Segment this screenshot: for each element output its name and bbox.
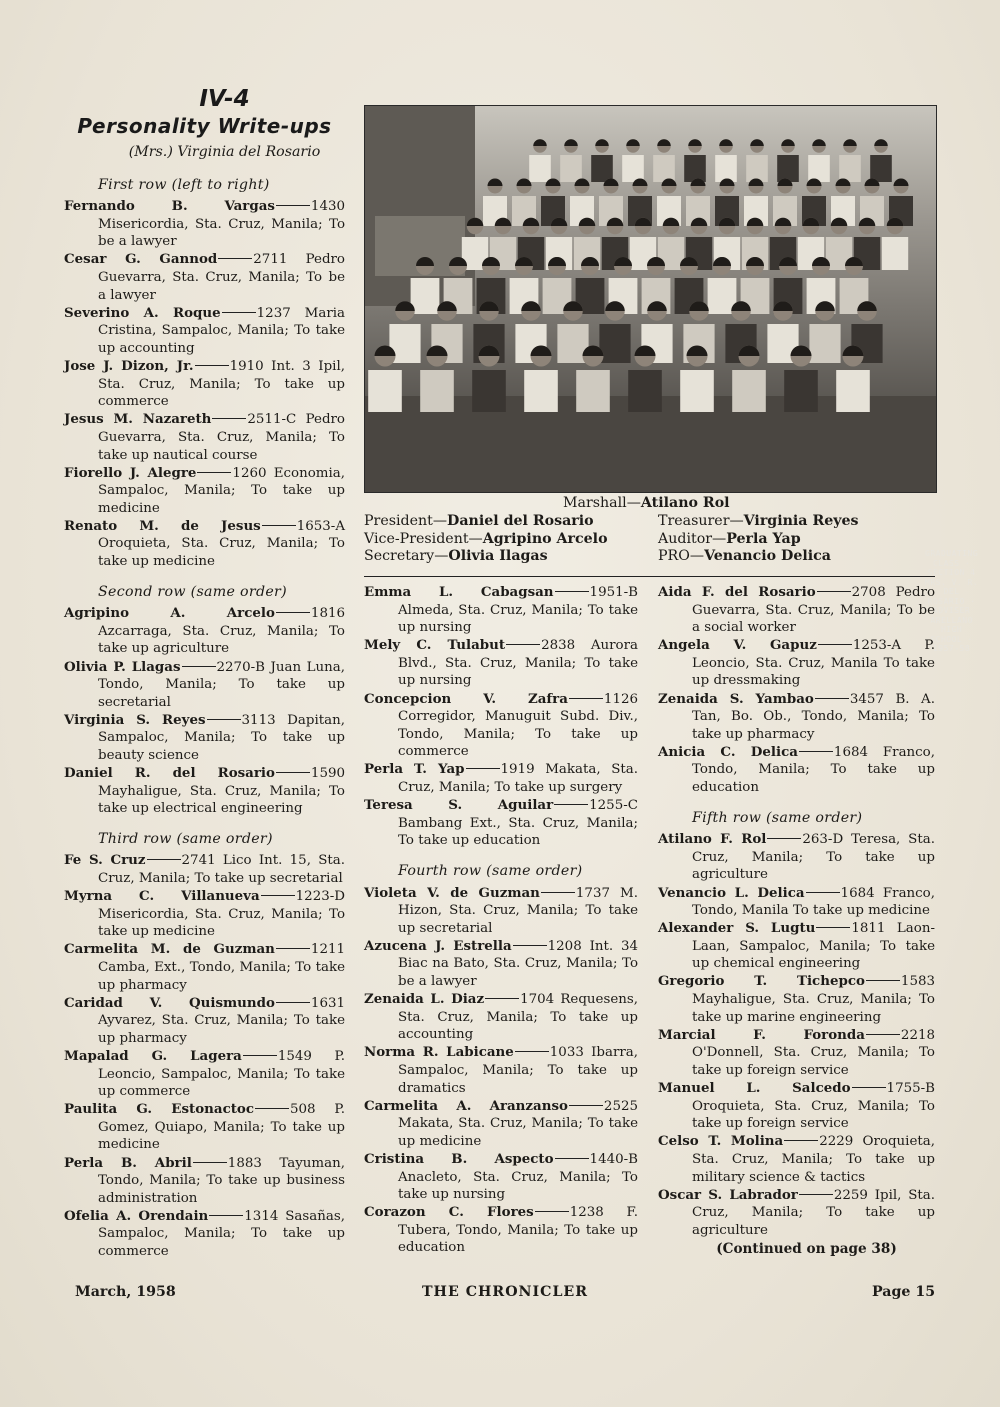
entry-list-third-a [64, 852, 345, 1260]
entry-list-fourth-b [658, 584, 935, 797]
entry-name: Myrna C. Villanueva [64, 888, 260, 905]
entry-details: 1314 Sasañas, Sampaloc, Manila; To take up commerce [98, 1208, 345, 1260]
footer-publication: THE CHRONICLER [422, 1284, 589, 1300]
entry-dash [555, 1158, 589, 1159]
section-code: IV-4 [199, 86, 250, 112]
entry-dash [197, 472, 231, 473]
entry [64, 605, 345, 658]
entry-name: Mely C. Tulabut [364, 637, 506, 654]
entry-details: 2838 Aurora Blvd., Sta. Cruz, Manila; To take up nursing [398, 638, 638, 689]
entry [658, 691, 935, 744]
entry-name: Carmelita A. Aranzanso [364, 1097, 568, 1114]
entry-dash [262, 525, 296, 526]
entry-details: 1910 Int. 3 Ipil, Sta. Cruz, Manila; To take up commerce [98, 359, 345, 410]
entry-dash [276, 612, 310, 613]
officers-right [658, 513, 859, 566]
entry [364, 1204, 638, 1257]
middle-column [364, 584, 638, 1257]
photo-caption: GRADUATING CLASS · SECTION 4 MRS. V. R. DEL ROSARIO · ADVISER ARELLANO HIGH SCHOOL · 1957-58 [925, 549, 979, 653]
entry-dash [815, 698, 849, 699]
officer-marshall: Marshall—Atilano Rol [563, 495, 730, 511]
entry-name: Alexander S. Lugtu [658, 920, 816, 937]
author-byline: (Mrs.) Virginia del Rosario [128, 144, 321, 160]
entry-dash [485, 998, 519, 999]
entry-name: Virginia S. Reyes [64, 711, 206, 728]
entry-details: 1684 Franco, Tondo, Manila To take up medicine [692, 885, 935, 919]
entry-details: 1430 Misericordia, Sta. Cruz, Manila; To be a lawyer [98, 199, 345, 250]
entry [658, 920, 935, 973]
entry-details: 1238 F. Tubera, Tondo, Manila; To take up education [398, 1205, 639, 1256]
officer-pro: PRO—Venancio Delica [658, 548, 831, 565]
entry-name: Anicia C. Delica [658, 743, 798, 760]
entry-details: 1816 Azcarraga, Sta. Cruz, Manila; To take up agriculture [98, 606, 345, 657]
entry-dash [195, 365, 229, 366]
officer-treasurer: Treasurer—Virginia Reyes [658, 513, 859, 529]
entry [364, 1098, 638, 1151]
entry-name: Celso T. Molina [658, 1133, 784, 1150]
entry-name: Emma L. Cabagsan [364, 584, 554, 600]
row-heading-first: First row (left to right) [98, 176, 270, 193]
entry-details: 1590 Mayhaligue, Sta. Cruz, Manila; To take up electrical engineering [98, 766, 345, 817]
entry [64, 941, 345, 994]
entry-details: 1653-A Oroquieta, Sta. Cruz, Manila; To take up medicine [98, 518, 345, 570]
entry-name: Teresa S. Aguilar [364, 797, 554, 814]
entry-dash [276, 772, 310, 773]
entry-list-first [64, 198, 345, 570]
entry-name: Fe S. Cruz [64, 852, 146, 869]
continued-note: (Continued on page 38) [716, 1241, 897, 1258]
entry-details: 2711 Pedro Guevarra, Sta. Cruz, Manila; To be a lawyer [98, 252, 345, 303]
entry-name: Venancio L. Delica [658, 884, 805, 901]
entry [364, 691, 638, 761]
entry-dash [207, 719, 241, 720]
entry-details: 1255-C Bambang Ext., Sta. Cruz, Manila; To take up education [398, 798, 638, 849]
entry-dash [554, 804, 588, 805]
entry [364, 584, 638, 637]
entry-details: 2708 Pedro Guevarra, Sta. Cruz, Manila; To be a social worker [692, 585, 936, 636]
entry-dash [569, 1105, 603, 1106]
entry-name: Perla T. Yap [364, 761, 465, 778]
entry [64, 995, 345, 1048]
entry-dash [276, 948, 310, 949]
entry-name: Zenaida L. Diaz [364, 991, 485, 1008]
entry-name: Carmelita M. de Guzman [64, 941, 275, 958]
entry [64, 518, 345, 571]
entry-details: 1811 Laon-Laan, Sampaloc, Manila; To take up chemical engineering [692, 921, 935, 972]
row-heading-third: Third row (same order) [98, 830, 273, 847]
entry [658, 1187, 935, 1240]
right-column [658, 584, 935, 1259]
entry [64, 305, 345, 358]
entry-details: 1211 Camba, Ext., Tondo, Manila; To take up pharmacy [98, 942, 345, 993]
entry [658, 1027, 935, 1080]
entry [64, 411, 345, 464]
divider-rule [364, 576, 935, 577]
entry-details: 2511-C Pedro Guevarra, Sta. Cruz, Manila; To take up nautical course [98, 412, 345, 463]
entry-name: Mapalad G. Lagera [64, 1048, 242, 1064]
entry-dash [212, 418, 246, 419]
entry-dash [569, 698, 603, 699]
entry-dash [515, 1051, 549, 1052]
entry-details: 1549 P. Leoncio, Sampaloc, Manila; To take up commerce [98, 1049, 345, 1100]
entry-name: Fernando B. Vargas [64, 198, 275, 215]
entry-name: Corazon C. Flores [364, 1204, 534, 1221]
entry-dash [209, 1215, 243, 1216]
entry [658, 584, 935, 637]
entry-name: Violeta V. de Guzman [364, 884, 540, 901]
entry-details: 3457 B. A. Tan, Bo. Ob., Tondo, Manila; To take up pharmacy [692, 691, 935, 742]
entry-details: 1737 M. Hizon, Sta. Cruz, Manila; To take up secretarial [398, 885, 638, 936]
officer-secretary: Secretary—Olivia Ilagas [364, 548, 548, 565]
entry-details: 1684 Franco, Tondo, Manila; To take up education [692, 744, 935, 796]
entry-details: 1253-A P. Leoncio, Sta. Cruz, Manila To take up dressmaking [692, 638, 935, 689]
entry-name: Aida F. del Rosario [658, 584, 816, 600]
entry-details: 1033 Ibarra, Sampaloc, Manila; To take up dramatics [398, 1045, 638, 1096]
row-heading-fourth: Fourth row (same order) [398, 862, 583, 879]
entry-dash [255, 1108, 289, 1109]
entry-name: Caridad V. Quismundo [64, 994, 275, 1011]
row-heading-second: Second row (same order) [98, 583, 287, 600]
entry-details: 1440-B Anacleto, Sta. Cruz, Manila; To take up nursing [398, 1151, 638, 1203]
officer-president: President—Daniel del Rosario [364, 513, 594, 529]
entry [64, 465, 345, 518]
entry-name: Cristina B. Aspecto [364, 1150, 554, 1167]
entry [64, 251, 345, 304]
entry [658, 973, 935, 1026]
footer-date: March, 1958 [75, 1284, 176, 1300]
entry [64, 852, 345, 887]
entry-dash [276, 1002, 310, 1003]
entry-details: 508 P. Gomez, Quiapo, Manila; To take up medicine [98, 1102, 345, 1153]
entry-dash [261, 895, 295, 896]
entry [64, 712, 345, 765]
entry [64, 358, 345, 411]
entry-name: Zenaida S. Yambao [658, 690, 814, 707]
entry-details: 1208 Int. 34 Biac na Bato, Sta. Cruz, Manila; To be a lawyer [398, 938, 639, 989]
entry-details: 1755-B Oroquieta, Sta. Cruz, Manila; To take up foreign service [692, 1081, 935, 1132]
entry-dash [799, 751, 833, 752]
entry [658, 637, 935, 690]
entry-dash [535, 1211, 569, 1212]
entry-details: 2229 Oroquieta, Sta. Cruz, Manila; To take up military science & tactics [692, 1134, 935, 1185]
entry-name: Severino A. Roque [64, 304, 221, 321]
entry-name: Angela V. Gapuz [658, 637, 817, 654]
entry-dash [866, 1034, 900, 1035]
entry-dash [818, 644, 852, 645]
entry-details: 1223-D Misericordia, Sta. Cruz, Manila; To take up medicine [98, 889, 345, 940]
entry [364, 1151, 638, 1204]
entry-dash [466, 768, 500, 769]
entry-details: 1126 Corregidor, Manuguit Subd. Div., Tondo, Manila; To take up commerce [398, 691, 638, 760]
entry-name: Agripino A. Arcelo [64, 605, 275, 622]
entry-name: Paulita G. Estonactoc [64, 1101, 255, 1118]
entry-dash [806, 892, 840, 893]
section-title: Personality Write-ups [77, 114, 332, 138]
entry-name: Atilano F. Rol [658, 831, 767, 848]
entry-name: Jesus M. Nazareth [64, 411, 212, 428]
entry-details: 1237 Maria Cristina, Sampaloc, Manila; To take up accounting [98, 305, 345, 356]
entry [364, 885, 638, 938]
entry-list-fourth-a [364, 885, 638, 1257]
left-column [64, 86, 345, 1261]
officers-left [364, 513, 608, 566]
entry-details: 2218 O'Donnell, Sta. Cruz, Manila; To take up foreign service [692, 1027, 935, 1078]
entry-name: Cesar G. Gannod [64, 251, 218, 268]
entry-details: 2270-B Juan Luna, Tondo, Manila; To take up secretarial [98, 659, 345, 710]
entry-dash [513, 945, 547, 946]
entry [64, 888, 345, 941]
entry-details: 1583 Mayhaligue, Sta. Cruz, Manila; To take up marine engineering [692, 974, 935, 1025]
entry-details: 2741 Lico Int. 15, Sta. Cruz, Manila; To take up secretarial [98, 853, 346, 887]
entry-dash [784, 1140, 818, 1141]
entry-dash [276, 205, 310, 206]
entry-dash [817, 591, 851, 592]
entry [64, 1048, 345, 1101]
entry-details: 3113 Dapitan, Sampaloc, Manila; To take up beauty science [98, 712, 345, 763]
entry-dash [852, 1087, 886, 1088]
entry-name: Norma R. Labicane [364, 1044, 514, 1061]
entry-name: Manuel L. Salcedo [658, 1080, 851, 1097]
entry-name: Daniel R. del Rosario [64, 765, 275, 782]
entry [64, 198, 345, 251]
entry-dash [866, 980, 900, 981]
entry [658, 1080, 935, 1133]
entry-dash [541, 892, 575, 893]
entry-dash [193, 1162, 227, 1163]
entry-name: Marcial F. Foronda [658, 1026, 865, 1043]
entry [658, 831, 935, 884]
entry-dash [243, 1055, 277, 1056]
entry-name: Azucena J. Estrella [364, 937, 512, 954]
entry [364, 637, 638, 690]
entry [364, 797, 638, 850]
entry [64, 1155, 345, 1208]
entry-dash [799, 1194, 833, 1195]
entry-details: 2525 Makata, Sta. Cruz, Manila; To take up medicine [398, 1098, 638, 1149]
entry-dash [506, 644, 540, 645]
entry-list-third-b [364, 584, 638, 850]
entry-details: 1260 Economia, Sampaloc, Manila; To take up medicine [98, 465, 345, 516]
entry-list-fifth [658, 831, 935, 1239]
entry-list-second [64, 605, 345, 818]
entry-dash [182, 666, 216, 667]
entry [658, 744, 935, 797]
entry-details: 1919 Makata, Sta. Cruz, Manila; To take up surgery [398, 762, 638, 796]
entry [64, 659, 345, 712]
officer-vice-president: Vice-President—Agripino Arcelo [364, 530, 608, 547]
entry-details: 1631 Ayvarez, Sta. Cruz, Manila; To take up pharmacy [98, 995, 345, 1046]
entry [64, 1101, 345, 1154]
entry [658, 885, 935, 920]
entry-dash [222, 312, 256, 313]
entry-name: Olivia P. Llagas [64, 658, 181, 675]
entry-dash [555, 591, 589, 592]
entry [658, 1133, 935, 1186]
entry [364, 938, 638, 991]
entry-dash [218, 258, 252, 259]
entry-details: 1951-B Almeda, Sta. Cruz, Manila; To take up nursing [398, 585, 638, 636]
entry-details: 1883 Tayuman, Tondo, Manila; To take up business administration [98, 1155, 345, 1206]
entry-name: Jose J. Dizon, Jr. [64, 358, 194, 375]
entry-name: Renato M. de Jesus [64, 517, 261, 534]
officer-auditor: Auditor—Perla Yap [658, 530, 801, 547]
entry-name: Concepcion V. Zafra [364, 690, 568, 707]
entry-details: 1704 Requesens, Sta. Cruz, Manila; To take up accounting [398, 992, 638, 1043]
entry-name: Ofelia A. Orendain [64, 1207, 209, 1224]
entry-name: Gregorio T. Tichepco [658, 973, 865, 990]
entry-name: Perla B. Abril [64, 1154, 192, 1171]
entry-dash [767, 838, 801, 839]
entry [364, 761, 638, 796]
entry [364, 991, 638, 1044]
entry-dash [816, 927, 850, 928]
entry-details: 2259 Ipil, Sta. Cruz, Manila; To take up agriculture [692, 1187, 935, 1238]
entry [64, 1208, 345, 1261]
row-heading-fifth: Fifth row (same order) [692, 809, 863, 826]
entry-name: Fiorello J. Alegre [64, 464, 197, 481]
entry-name: Oscar S. Labrador [658, 1186, 798, 1203]
class-photo-illustration [365, 106, 936, 492]
entry [364, 1044, 638, 1097]
entry-dash [147, 859, 181, 860]
footer-page-number: Page 15 [872, 1284, 936, 1300]
entry [64, 765, 345, 818]
entry-details: 263-D Teresa, Sta. Cruz, Manila; To take up agriculture [692, 832, 935, 883]
